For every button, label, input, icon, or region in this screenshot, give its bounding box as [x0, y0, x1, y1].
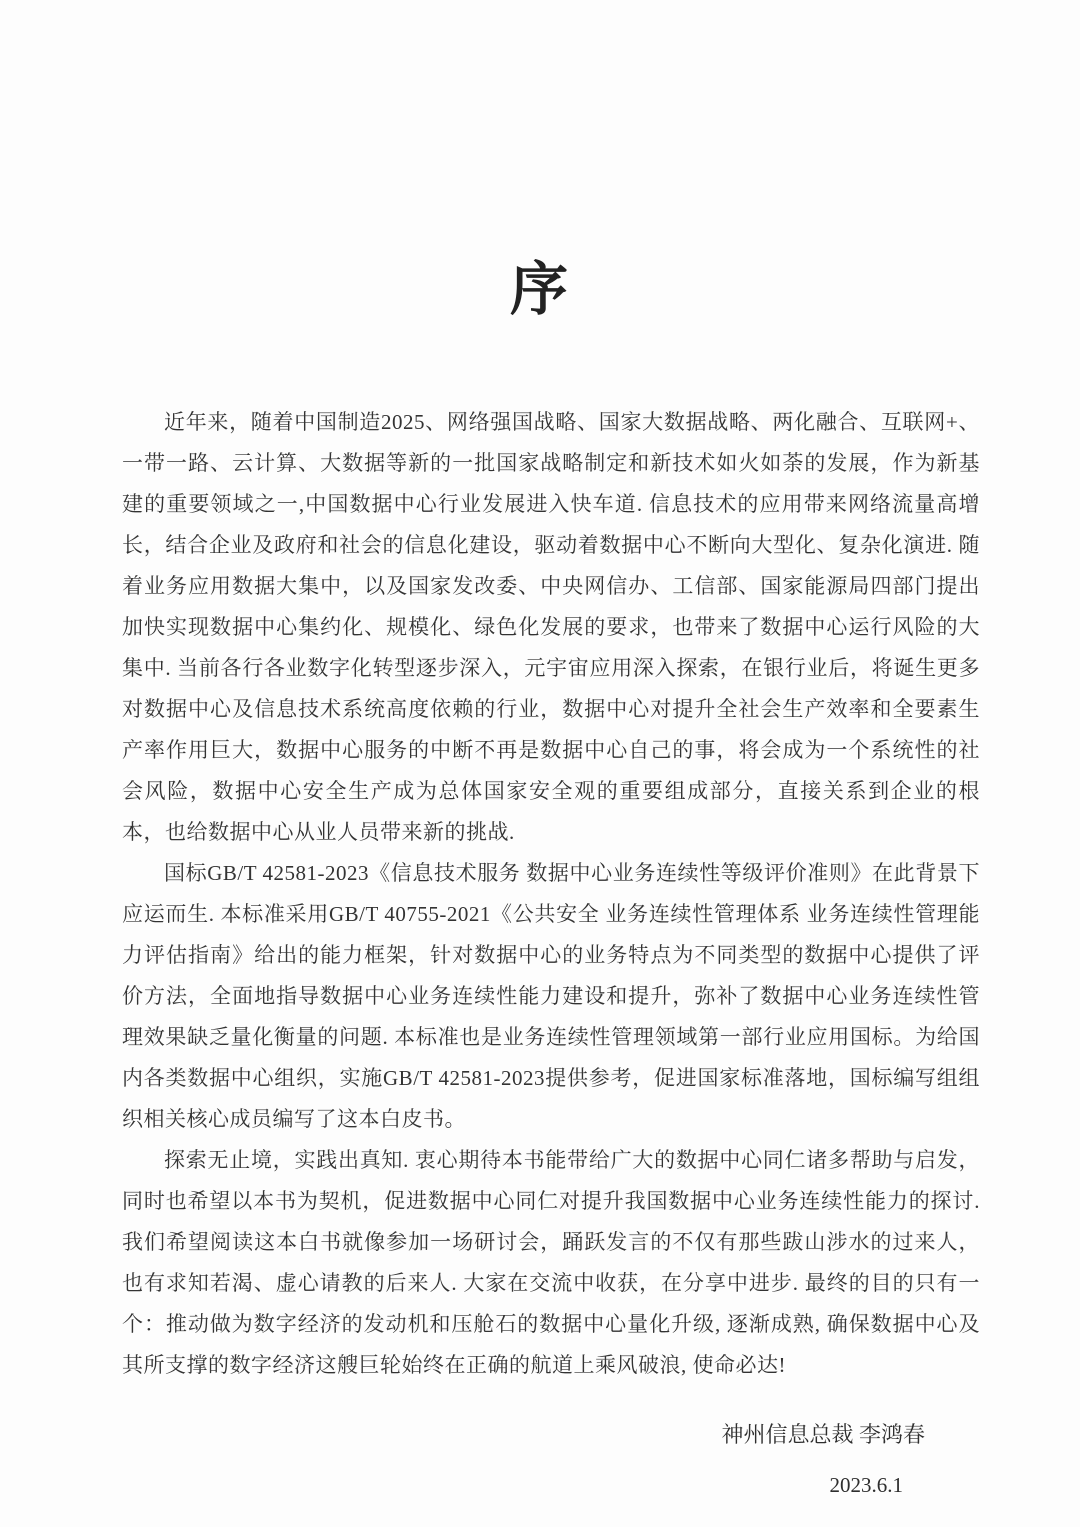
page-title: 序	[509, 257, 570, 322]
paragraph-3: 探索无止境，实践出真知. 衷心期待本书能带给广大的数据中心同仁诸多帮助与启发，同时也希望以本书为契机，促进数据中心同仁对提升我国数据中心业务连续性能力的探讨. 我们希望阅读这本白书就像参加一场研讨会，踊跃发言的不仅有那些跋山涉水的过来人，也有求知若渴、虚心请教的后来人. 大家在交流中收获，在分享中进步. 最终的目的只有一个：推动做为数字经济的发动机和压舱石的数据中心量化升级, 逐渐成熟, 确保数据中心及其所支撑的数字经济这艘巨轮始终在正确的航道上乘风破浪, 使命必达!	[122, 1148, 980, 1377]
signature-block	[0, 1418, 1080, 1500]
paragraph-1: 近年来，随着中国制造2025、网络强国战略、国家大数据战略、两化融合、互联网+、一带一路、云计算、大数据等新的一批国家战略制定和新技术如火如荼的发展，作为新基建的重要领域之一,中国数据中心行业发展进入快车道. 信息技术的应用带来网络流量高增长，结合企业及政府和社会的信息化建设，驱动着数据中心不断向大型化、复杂化演进. 随着业务应用数据大集中，以及国家发改委、中央网信办、工信部、国家能源局四部门提出加快实现数据中心集约化、规模化、绿色化发展的要求，也带来了数据中心运行风险的大集中. 当前各行各业数字化转型逐步深入，元宇宙应用深入探索，在银行业后，将诞生更多对数据中心及信息技术系统高度依赖的行业，数据中心对提升全社会生产效率和全要素生产率作用巨大，数据中心服务的中断不再是数据中心自己的事，将会成为一个系统性的社会风险，数据中心安全生产成为总体国家安全观的重要组成部分，直接关系到企业的根本，也给数据中心从业人员带来新的挑战.	[122, 410, 980, 844]
signature-date: 2023.6.1	[829, 1473, 903, 1497]
signature-author: 神州信息总裁 李鸿春	[721, 1422, 925, 1447]
preface-body	[122, 402, 980, 1386]
paragraph-2: 国标GB/T 42581-2023《信息技术服务 数据中心业务连续性等级评价准则》在此背景下应运而生. 本标准采用GB/T 40755-2021《公共安全 业务连续性管理体系 业务连续性管理能力评估指南》给出的能力框架，针对数据中心的业务特点为不同类型的数据中心提供了评价方法，全面地指导数据中心业务连续性能力建设和提升，弥补了数据中心业务连续性管理效果缺乏量化衡量的问题. 本标准也是业务连续性管理领域第一部行业应用国标。为给国内各类数据中心组织，实施GB/T 42581-2023提供参考，促进国家标准落地，国标编写组组织相关核心成员编写了这本白皮书。	[122, 861, 980, 1131]
